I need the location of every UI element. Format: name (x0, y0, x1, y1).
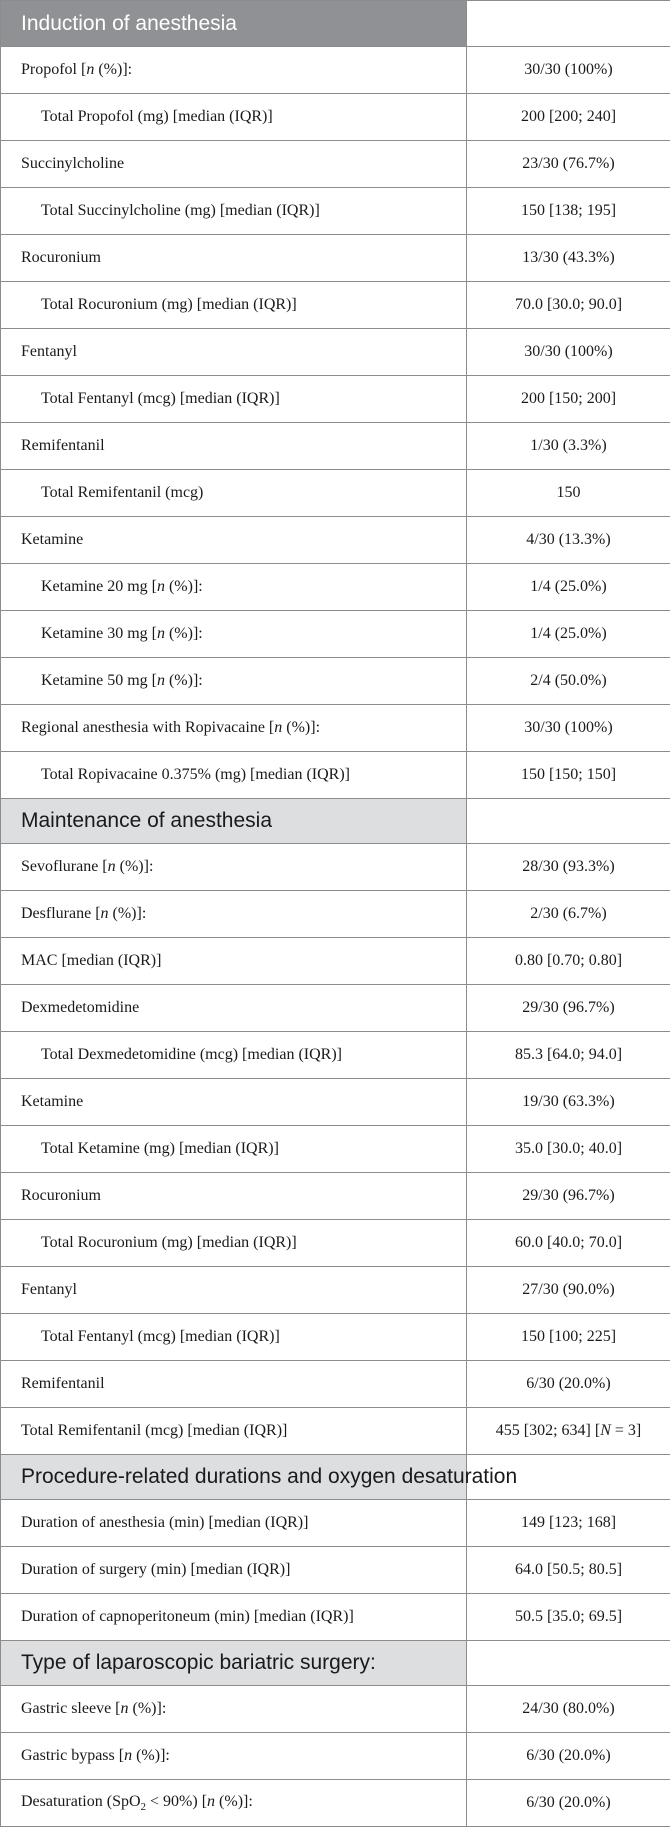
table-row (1, 1594, 670, 1641)
row-value: 60.0 [40.0; 70.0] (467, 1220, 670, 1267)
row-label: Total Propofol (mg) [median (IQR)] (1, 94, 467, 141)
row-value: 19/30 (63.3%) (467, 1079, 670, 1126)
table-row (1, 423, 670, 470)
table-row (1, 1408, 670, 1455)
row-value: 0.80 [0.70; 0.80] (467, 938, 670, 985)
table-row (1, 517, 670, 564)
table-row (1, 329, 670, 376)
section-title: Type of laparoscopic bariatric surgery: (1, 1641, 467, 1686)
row-label: Duration of surgery (min) [median (IQR)] (1, 1547, 467, 1594)
row-label: Total Dexmedetomidine (mcg) [median (IQR)] (1, 1032, 467, 1079)
row-label: Duration of anesthesia (min) [median (IQR)] (1, 1500, 467, 1547)
row-label: Total Fentanyl (mcg) [median (IQR)] (1, 1314, 467, 1361)
row-value: 6/30 (20.0%) (467, 1780, 670, 1827)
row-value: 28/30 (93.3%) (467, 844, 670, 891)
row-label: Total Rocuronium (mg) [median (IQR)] (1, 282, 467, 329)
table-row (1, 705, 670, 752)
row-value: 13/30 (43.3%) (467, 235, 670, 282)
table-row (1, 752, 670, 799)
section-header-row (1, 799, 670, 844)
row-value: 150 [138; 195] (467, 188, 670, 235)
row-label: Gastric bypass [n (%)]: (1, 1733, 467, 1780)
table-row (1, 1032, 670, 1079)
section-title: Maintenance of anesthesia (1, 799, 467, 844)
row-label: Desflurane [n (%)]: (1, 891, 467, 938)
table-row (1, 985, 670, 1032)
row-value: 150 [150; 150] (467, 752, 670, 799)
row-value: 85.3 [64.0; 94.0] (467, 1032, 670, 1079)
row-label: Regional anesthesia with Ropivacaine [n (%)]: (1, 705, 467, 752)
row-label: Total Remifentanil (mcg) [median (IQR)] (1, 1408, 467, 1455)
row-value: 64.0 [50.5; 80.5] (467, 1547, 670, 1594)
row-value: 1/4 (25.0%) (467, 611, 670, 658)
table-row (1, 658, 670, 705)
table-row (1, 235, 670, 282)
section-header-row (1, 1455, 670, 1500)
row-label: Fentanyl (1, 1267, 467, 1314)
row-value: 150 (467, 470, 670, 517)
table-row (1, 1780, 670, 1827)
row-value: 24/30 (80.0%) (467, 1686, 670, 1733)
row-value: 30/30 (100%) (467, 329, 670, 376)
table-row (1, 376, 670, 423)
row-label: Total Succinylcholine (mg) [median (IQR)] (1, 188, 467, 235)
table-row (1, 1733, 670, 1780)
row-value: 2/30 (6.7%) (467, 891, 670, 938)
row-label: Ketamine 30 mg [n (%)]: (1, 611, 467, 658)
row-value: 1/30 (3.3%) (467, 423, 670, 470)
row-label: Gastric sleeve [n (%)]: (1, 1686, 467, 1733)
row-label: Rocuronium (1, 235, 467, 282)
table-row (1, 47, 670, 94)
table-row (1, 1079, 670, 1126)
row-value: 455 [302; 634] [N = 3] (467, 1408, 670, 1455)
table-row (1, 188, 670, 235)
table-row (1, 1267, 670, 1314)
section-header-empty-cell (467, 1641, 670, 1686)
table-row (1, 1361, 670, 1408)
table-row (1, 1686, 670, 1733)
row-value: 29/30 (96.7%) (467, 985, 670, 1032)
table-row (1, 891, 670, 938)
row-value: 23/30 (76.7%) (467, 141, 670, 188)
section-header-empty-cell (467, 799, 670, 844)
row-label: Total Ketamine (mg) [median (IQR)] (1, 1126, 467, 1173)
row-value: 6/30 (20.0%) (467, 1733, 670, 1780)
section-title: Induction of anesthesia (1, 1, 467, 47)
table-row (1, 141, 670, 188)
row-value: 4/30 (13.3%) (467, 517, 670, 564)
row-label: Duration of capnoperitoneum (min) [median (IQR)] (1, 1594, 467, 1641)
row-label: Propofol [n (%)]: (1, 47, 467, 94)
row-value: 6/30 (20.0%) (467, 1361, 670, 1408)
row-label: Succinylcholine (1, 141, 467, 188)
table-row (1, 1547, 670, 1594)
row-value: 30/30 (100%) (467, 47, 670, 94)
row-value: 30/30 (100%) (467, 705, 670, 752)
section-header-row (1, 1641, 670, 1686)
row-value: 149 [123; 168] (467, 1500, 670, 1547)
table-row (1, 94, 670, 141)
row-value: 200 [150; 200] (467, 376, 670, 423)
row-label: Ketamine (1, 1079, 467, 1126)
row-label: Desaturation (SpO$_2$ < 90%) [n (%)]: (1, 1780, 467, 1827)
table-row (1, 470, 670, 517)
row-label: Ketamine 50 mg [n (%)]: (1, 658, 467, 705)
table-row (1, 611, 670, 658)
table-row (1, 1173, 670, 1220)
row-label: Sevoflurane [n (%)]: (1, 844, 467, 891)
table-row (1, 564, 670, 611)
row-label: Total Ropivacaine 0.375% (mg) [median (IQR)] (1, 752, 467, 799)
table-row (1, 1500, 670, 1547)
row-value: 200 [200; 240] (467, 94, 670, 141)
row-label: MAC [median (IQR)] (1, 938, 467, 985)
row-label: Rocuronium (1, 1173, 467, 1220)
table-row (1, 1126, 670, 1173)
row-label: Total Fentanyl (mcg) [median (IQR)] (1, 376, 467, 423)
row-label: Total Rocuronium (mg) [median (IQR)] (1, 1220, 467, 1267)
row-value: 2/4 (50.0%) (467, 658, 670, 705)
row-label: Dexmedetomidine (1, 985, 467, 1032)
row-label: Ketamine 20 mg [n (%)]: (1, 564, 467, 611)
row-value: 70.0 [30.0; 90.0] (467, 282, 670, 329)
section-title: Procedure-related durations and oxygen desaturation (1, 1455, 467, 1500)
row-label: Remifentanil (1, 1361, 467, 1408)
row-value: 35.0 [30.0; 40.0] (467, 1126, 670, 1173)
row-label: Remifentanil (1, 423, 467, 470)
row-label: Ketamine (1, 517, 467, 564)
section-header-empty-cell (467, 1, 670, 47)
section-header-row (1, 1, 670, 47)
row-value: 29/30 (96.7%) (467, 1173, 670, 1220)
table-row (1, 938, 670, 985)
row-label: Fentanyl (1, 329, 467, 376)
row-value: 27/30 (90.0%) (467, 1267, 670, 1314)
row-value: 1/4 (25.0%) (467, 564, 670, 611)
table-body (1, 1, 670, 1827)
table-row (1, 1220, 670, 1267)
row-value: 50.5 [35.0; 69.5] (467, 1594, 670, 1641)
row-value: 150 [100; 225] (467, 1314, 670, 1361)
table-row (1, 1314, 670, 1361)
table-row (1, 844, 670, 891)
table-row (1, 282, 670, 329)
row-label: Total Remifentanil (mcg) (1, 470, 467, 517)
